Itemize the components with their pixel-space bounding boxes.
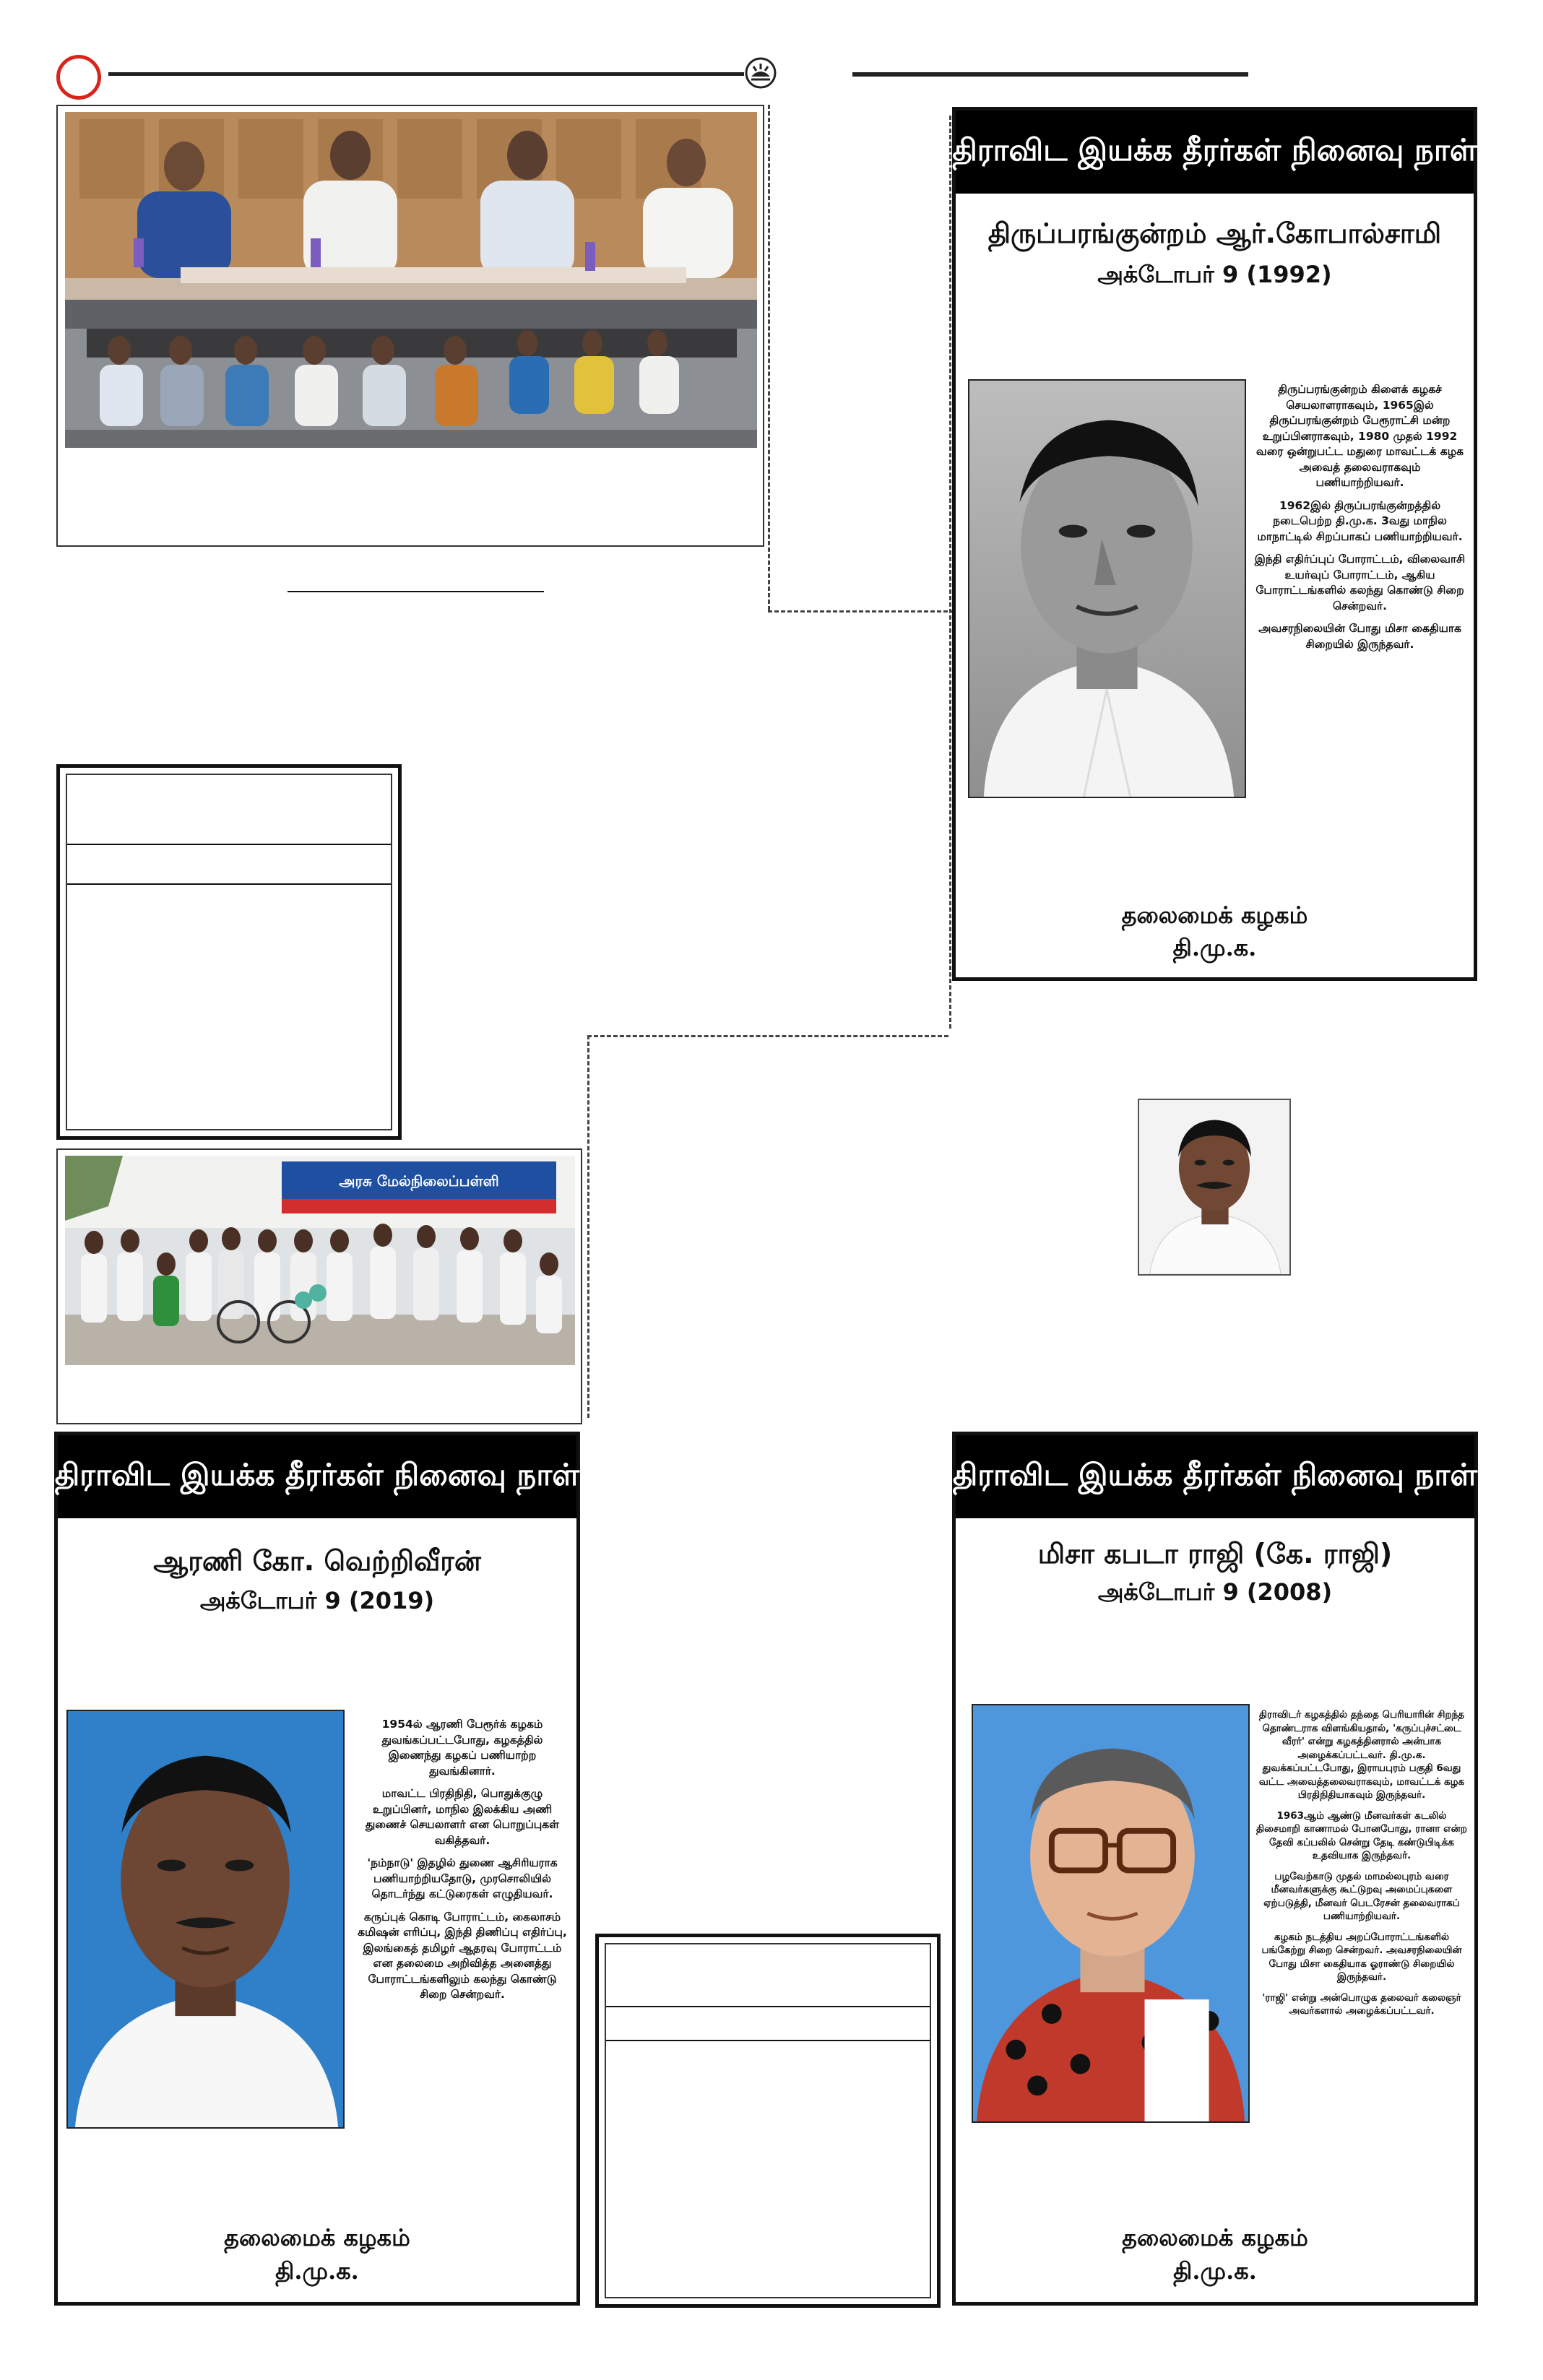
bio-paragraph: 1963ஆம் ஆண்டு மீனவர்கள் கடலில் திசைமாறி காணாமல் போனபோது, ரானா என்ற தேவி கப்பலில் சென்று தேடி கண்டுபிடிக்க உதவியாக இருந்தவர். <box>1256 1809 1467 1861</box>
dashed-divider-mid <box>587 1035 589 1418</box>
signature-line-1: தலைமைக் கழகம் <box>1121 901 1308 929</box>
person-biography <box>1253 1708 1470 2025</box>
meeting-photo-frame <box>56 105 764 547</box>
dashed-divider-right <box>949 116 951 1029</box>
person-name: ஆரணி கோ. வெற்றிவீரன் <box>153 1545 481 1577</box>
bio-paragraph: மாவட்ட பிரதிநிதி, பொதுக்குழு உறுப்பினர், மாநில இலக்கிய அணி துணைச் செயலாளர் என பொறுப்புகள் வகித்தவர். <box>365 1787 560 1847</box>
portrait-gopalsamy <box>968 379 1246 798</box>
bio-paragraph: திராவிடர் கழகத்தில் தந்தை பெரியாரின் சிறந்த தொண்டராக விளங்கியதால், 'கருப்புச்சட்டை வீரர்' என்று கழகத்தினரால் அன்பாக அழைக்கப்பட்டவர். தி.மு.க. துவக்கப்பட்டபோது, இராயபுரம் பகுதி 6வது வட்ட அவைத்தலைவராகவும், மாவட்டக் கழக பிரதிநிதியாகவும் இருந்தவர். <box>1258 1709 1465 1801</box>
meeting-photo <box>65 112 757 448</box>
bio-paragraph: 1954ல் ஆரணி பேரூர்க் கழகம் துவங்கப்பட்டபோது, கழகத்தில் இணைந்து கழகப் பணியாற்ற துவங்கினார். <box>381 1718 543 1778</box>
bio-paragraph: கழகம் நடத்திய அறப்போராட்டங்களில் பங்கேற்று சிறை சென்றவர். அவசரநிலையின் போது மிசா கைதியாக ஓராண்டு சிறையில் இருந்தவர். <box>1261 1931 1462 1983</box>
signature-line-2: தி.மு.க. <box>1173 2257 1257 2285</box>
dashed-divider-mid-h <box>587 1035 948 1037</box>
bio-paragraph: 1962இல் திருப்பரங்குன்றத்தில் நடைபெற்ற தி.மு.க. 3வது மாநில மாநாட்டில் சிறப்பாகப் பணியாற்றியவர். <box>1257 498 1463 543</box>
school-event-photo <box>65 1156 575 1365</box>
bio-paragraph: 'நம்நாடு' இதழில் துணை ஆசிரியராக பணியாற்றியதோடு, முரசொலியில் தொடர்ந்து கட்டுரைகள் எழுதியவர். <box>367 1856 558 1900</box>
portrait-small <box>1138 1099 1291 1276</box>
bio-paragraph: பழவேற்காடு முதல் மாமல்லபுரம் வரை மீனவர்களுக்கு கூட்டுறவு அமைப்புகளை ஏற்படுத்தி, மீனவர் பெடரேசன் தலைவராகப் பணியாற்றியவர். <box>1263 1870 1460 1922</box>
meeting-caption-rule <box>288 591 544 592</box>
signature-line-2: தி.மு.க. <box>1172 934 1257 961</box>
memorial-date: அக்டோபர் 9 (1992) <box>1097 261 1332 288</box>
portrait-vetriveeran <box>66 1710 345 2129</box>
memorial-notice-vetriveeran <box>54 1432 580 2306</box>
school-event-photo-frame <box>56 1148 582 1424</box>
empty-box-inner <box>605 1943 931 2298</box>
empty-box-rule <box>67 883 391 885</box>
bio-paragraph: 'ராஜி' என்று அன்பொழுக தலைவர் கலைஞர் அவர்களால் அழைக்கப்பட்டவர். <box>1262 1991 1461 2017</box>
notice-banner: திராவிட இயக்க தீரர்கள் நினைவு நாள் <box>58 1435 576 1518</box>
person-biography <box>1253 382 1466 659</box>
person-biography <box>354 1717 571 2010</box>
person-name: மிசா கபடா ராஜி (கே. ராஜி) <box>1037 1538 1393 1570</box>
bio-paragraph: திருப்பரங்குன்றம் கிளைக் கழகச் செயலாளராகவும், 1965இல் திருப்பரங்குன்றம் பேரூராட்சி மன்ற உறுப்பினராகவும், 1980 முதல் 1992 வரை ஒன்றுபட்ட மதுரை மாவட்டக் கழக அவைத் தலைவராகவும் பணியாற்றியவர். <box>1255 383 1464 489</box>
empty-notice-box-bottom <box>595 1934 941 2308</box>
page-header <box>51 51 773 87</box>
signature-line-2: தி.மு.க. <box>275 2257 359 2285</box>
dashed-divider-top <box>768 105 770 610</box>
memorial-notice-raji <box>952 1432 1478 2306</box>
bio-paragraph: அவசரநிலையின் போது மிசா கைதியாக சிறையில் இருந்தவர். <box>1258 622 1461 651</box>
empty-box-rule <box>606 2006 930 2007</box>
red-circle-icon <box>56 55 101 100</box>
empty-notice-box <box>56 764 402 1140</box>
rising-sun-emblem-icon <box>744 56 777 90</box>
empty-box-rule <box>67 844 391 845</box>
bio-paragraph: இந்தி எதிர்ப்புப் போராட்டம், விலைவாசி உயர்வுப் போராட்டம், ஆகிய போராட்டங்களில் கலந்து கொண்டு சிறை சென்றவர். <box>1254 553 1466 613</box>
dashed-divider-top-h <box>768 610 954 613</box>
signature-line-1: தலைமைக் கழகம் <box>1122 2224 1308 2251</box>
header-rule-left <box>108 72 744 76</box>
empty-box-inner <box>66 774 392 1130</box>
person-name: திருப்பரங்குன்றம் ஆர்.கோபால்சாமி <box>987 217 1442 249</box>
signature-line-1: தலைமைக் கழகம் <box>224 2224 410 2251</box>
portrait-raji <box>972 1704 1250 2123</box>
school-banner-text: அரசு மேல்நிலைப்பள்ளி <box>339 1172 499 1190</box>
header-rule-right <box>852 72 1248 77</box>
notice-banner: திராவிட இயக்க தீரர்கள் நினைவு நாள் <box>956 111 1474 194</box>
notice-banner: திராவிட இயக்க தீரர்கள் நினைவு நாள் <box>956 1435 1474 1518</box>
memorial-notice-gopalsamy <box>952 107 1477 981</box>
memorial-date: அக்டோபர் 9 (2019) <box>199 1587 435 1614</box>
empty-box-rule <box>606 2040 930 2041</box>
bio-paragraph: கருப்புக் கொடி போராட்டம், கைலாசம் கமிஷன் எரிப்பு, இந்தி திணிப்பு எதிர்ப்பு, இலங்கைத் தமிழர் ஆதரவு போராட்டம் என தலைமை அறிவித்த அனைத்து போராட்டங்களிலும் கலந்து கொண்டு சிறை சென்றவர். <box>358 1910 567 2001</box>
memorial-date: அக்டோபர் 9 (2008) <box>1097 1578 1333 1606</box>
